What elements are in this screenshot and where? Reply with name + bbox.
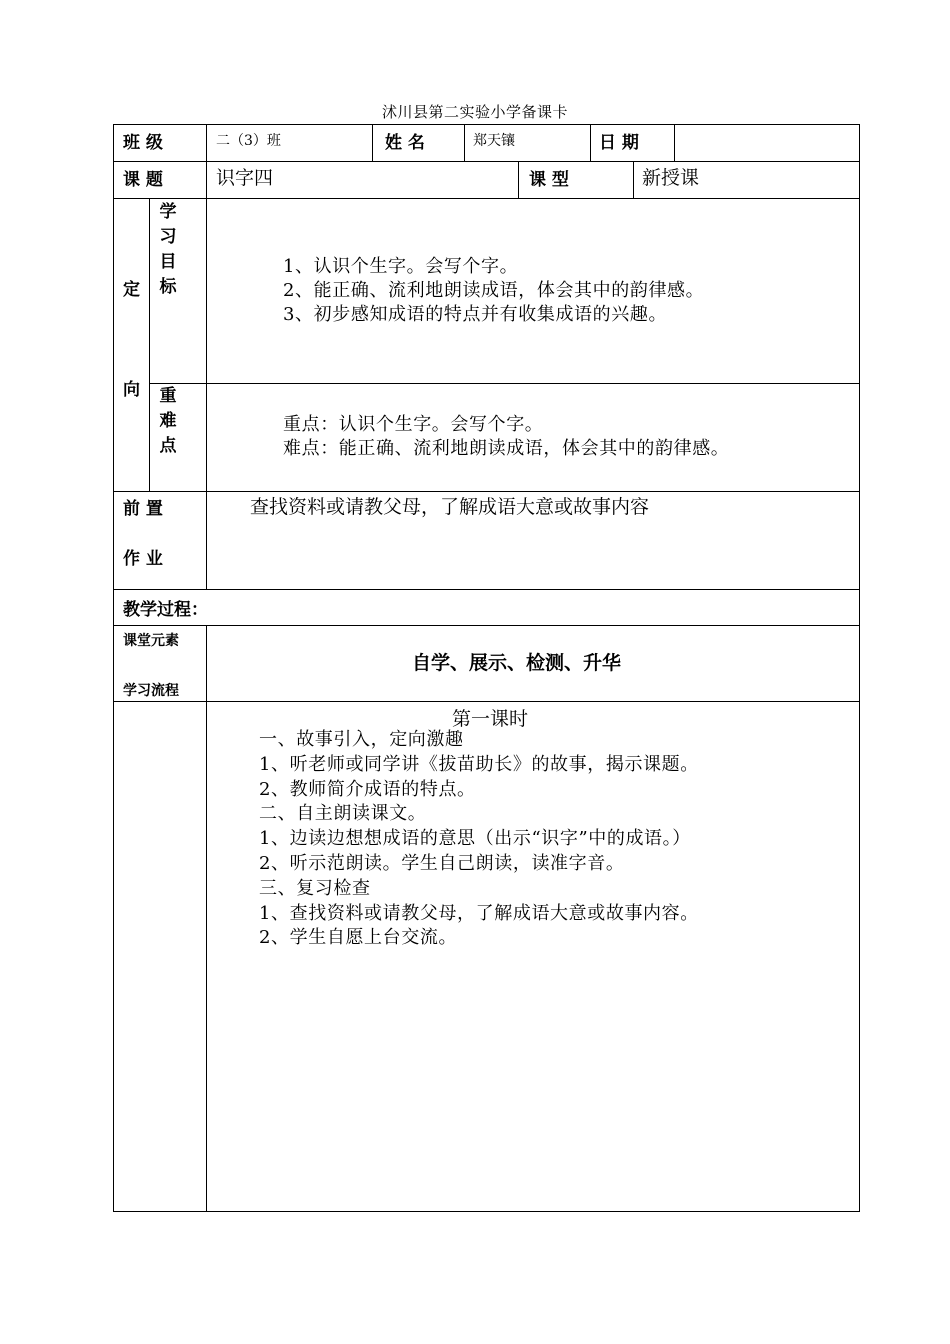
column-divider [206, 625, 207, 1212]
process-label: 教学过程： [123, 600, 208, 620]
lesson-plan-table [113, 124, 860, 1212]
name-value: 郑天镶 [473, 133, 515, 149]
homework-content: 查找资料或请教父母，了解成语大意或故事内容 [250, 496, 650, 518]
classroom-elements-label: 课堂元素 [123, 633, 179, 649]
column-divider [518, 161, 519, 198]
table-border-right [859, 124, 860, 1212]
orientation-label-top: 定 [123, 280, 140, 300]
column-divider [206, 198, 207, 589]
row-divider [149, 383, 860, 384]
type-value: 新授课 [642, 167, 700, 189]
column-divider [590, 124, 591, 161]
orientation-label-bottom: 向 [123, 380, 140, 400]
column-divider [674, 124, 675, 161]
goal-item: 3、初步感知成语的特点并有收集成语的兴趣。 [283, 304, 668, 325]
learning-flow-label: 学习流程 [123, 683, 179, 699]
column-divider [464, 124, 465, 161]
lesson-step: 2、学生自愿上台交流。 [259, 927, 458, 949]
lesson-step: 1、查找资料或请教父母，了解成语大意或故事内容。 [259, 902, 699, 924]
homework-label-top: 前 置 [123, 499, 163, 519]
table-border-top [113, 124, 860, 125]
goals-label: 学 习 目 标 [159, 202, 177, 297]
lesson-step: 一、故事引入，定向激趣 [259, 729, 464, 750]
row-divider [113, 701, 860, 702]
row-divider [113, 625, 860, 626]
table-border-left [113, 124, 114, 1212]
topic-label: 课 题 [123, 170, 163, 190]
lesson-steps [259, 728, 699, 951]
column-divider [206, 124, 207, 198]
type-label: 课 型 [529, 170, 569, 190]
class-value: 二（3）班 [216, 133, 281, 149]
key-points-label: 重 难 点 [159, 386, 177, 456]
lesson-title: 第一课时 [452, 708, 529, 730]
class-label: 班 级 [123, 133, 163, 153]
lesson-step: 2、听示范朗读。学生自己朗读，读准字音。 [259, 852, 625, 874]
column-divider [633, 161, 634, 198]
row-divider [113, 161, 860, 162]
key-point-item: 重点：认识个生字。会写个字。 [283, 414, 544, 435]
lesson-step: 2、教师简介成语的特点。 [259, 778, 476, 800]
column-divider [149, 198, 150, 491]
key-point-item: 难点：能正确、流利地朗读成语，体会其中的韵律感。 [283, 438, 730, 459]
lesson-step: 三、复习检查 [259, 877, 371, 899]
goals-list [283, 255, 704, 327]
document-title: 沭川县第二实验小学备课卡 [381, 103, 568, 121]
row-divider [113, 589, 860, 590]
lesson-step: 二、自主朗读课文。 [259, 803, 427, 825]
goal-item: 2、能正确、流利地朗读成语，体会其中的韵律感。 [283, 280, 705, 301]
row-divider [113, 198, 860, 199]
lesson-step: 1、听老师或同学讲《拔苗助长》的故事，揭示课题。 [259, 753, 699, 775]
name-label: 姓 名 [385, 133, 425, 153]
date-label: 日 期 [599, 133, 639, 153]
goal-item: 1、认识个生字。会写个字。 [283, 256, 519, 277]
teaching-motto: 自学、展示、检测、升华 [412, 652, 622, 674]
column-divider [372, 124, 373, 161]
lesson-step: 1、边读边想想成语的意思（出示“识字”中的成语。） [259, 828, 691, 850]
topic-value: 识字四 [216, 167, 274, 189]
key-points-list [283, 413, 729, 461]
table-border-bottom [113, 1211, 860, 1212]
homework-label-bottom: 作 业 [123, 549, 163, 569]
